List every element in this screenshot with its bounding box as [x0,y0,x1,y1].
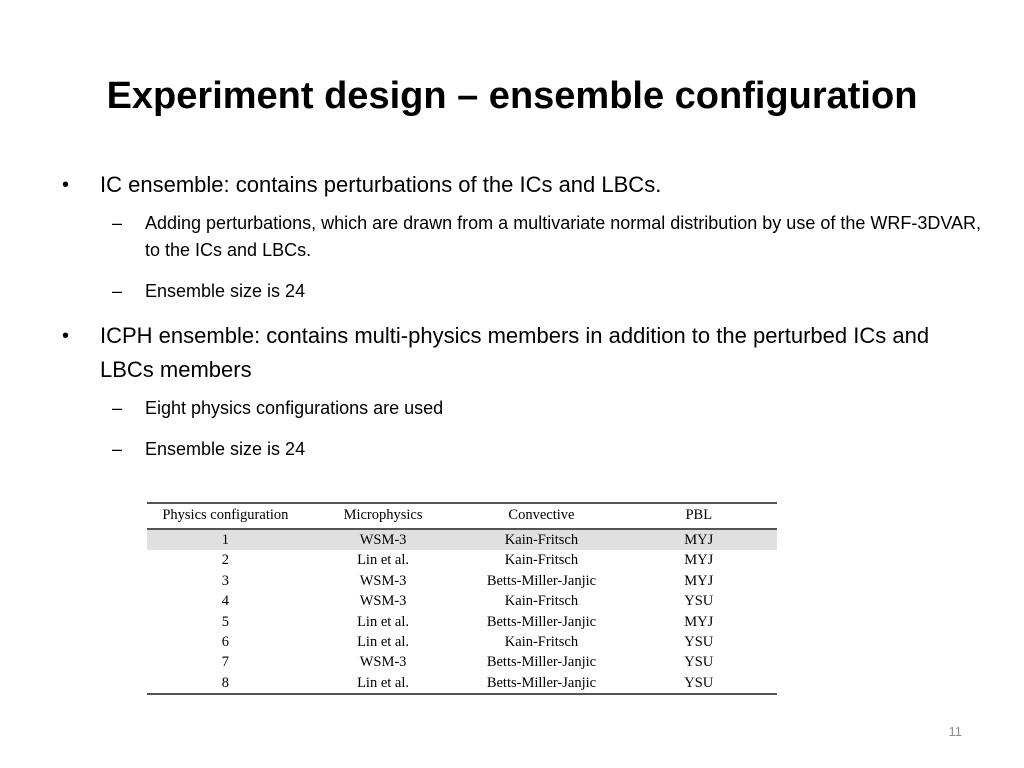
table-cell: Betts-Miller-Janjic [486,654,597,671]
dash-icon: – [112,281,123,301]
sub-bullet-text: Ensemble size is 24 [145,281,306,301]
table-cell: MYJ [684,572,714,589]
table-cell: MYJ [684,613,714,630]
table-cell: WSM-3 [359,654,407,671]
table-cell: 5 [221,613,229,630]
table-cell: YSU [684,634,714,651]
table-cell: 6 [221,634,229,651]
table-cell: WSM-3 [359,572,407,589]
table-cell: 8 [221,674,229,691]
table-row [147,591,777,611]
physics-configuration-table [147,502,777,695]
table-cell: 3 [221,572,229,589]
table-cell: Betts-Miller-Janjic [486,572,597,589]
bullet-icon: • [62,174,70,196]
table-cell: YSU [684,654,714,671]
table-cell: Lin et al. [357,613,410,630]
table-cell: YSU [684,674,714,691]
table-cell: MYJ [684,552,714,569]
bullet-icon: • [62,325,70,347]
dash-icon: – [112,439,123,459]
bullet-item [62,319,982,387]
slide-body [62,168,982,477]
sub-bullet-text: Adding perturbations, which are drawn from a multivariate normal distribution by use of the WRF-3DVAR, to the ICs and LBCs. [145,213,982,260]
table-cell: Betts-Miller-Janjic [486,613,597,630]
table-cell: Betts-Miller-Janjic [486,674,597,691]
sub-bullet-text: Ensemble size is 24 [145,439,306,459]
table-row [147,673,777,694]
slide-title: Experiment design – ensemble configuration [106,75,918,117]
table-cell: Lin et al. [357,552,410,569]
table-row [147,632,777,652]
bullet-item [62,168,982,202]
table-cell: 4 [221,593,229,610]
table-row [147,571,777,591]
table-cell: Kain-Fritsch [504,634,579,651]
sub-bullet-item [62,395,982,422]
table-cell: YSU [684,593,714,610]
bullet-text: IC ensemble: contains perturbations of the ICs and LBCs. [100,172,662,197]
table-cell: Lin et al. [357,634,410,651]
table-cell: MYJ [621,529,777,550]
table-cell: 1 [147,529,304,550]
page-number: 11 [948,724,962,739]
table-cell: Kain-Fritsch [504,593,579,610]
dash-icon: – [112,398,123,418]
table-cell: Lin et al. [357,674,410,691]
table-row [147,550,777,570]
sub-bullet-item [62,436,982,463]
table-row [147,612,777,632]
table-cell: 7 [221,654,229,671]
table-cell: Kain-Fritsch [504,552,579,569]
table-cell: WSM-3 [359,593,407,610]
table-cell: WSM-3 [304,529,463,550]
table-row [147,529,777,550]
table-header-cell: Physics configuration [162,507,289,523]
table-header-row [147,503,777,529]
dash-icon: – [112,213,123,233]
bullet-text: ICPH ensemble: contains multi-physics members in addition to the perturbed ICs and LBCs members [100,323,930,382]
table-cell: Kain-Fritsch [462,529,620,550]
table-header-cell: Microphysics [343,507,423,523]
physics-configuration-table-wrapper [147,502,777,695]
table-row [147,652,777,672]
table-header-cell: Convective [508,507,575,523]
table-cell: 2 [221,552,229,569]
sub-bullet-text: Eight physics configurations are used [145,398,444,418]
table-header-cell: PBL [685,507,713,523]
sub-bullet-list [62,395,982,463]
sub-bullet-list [62,210,982,305]
sub-bullet-item [62,278,982,305]
sub-bullet-item [62,210,982,264]
